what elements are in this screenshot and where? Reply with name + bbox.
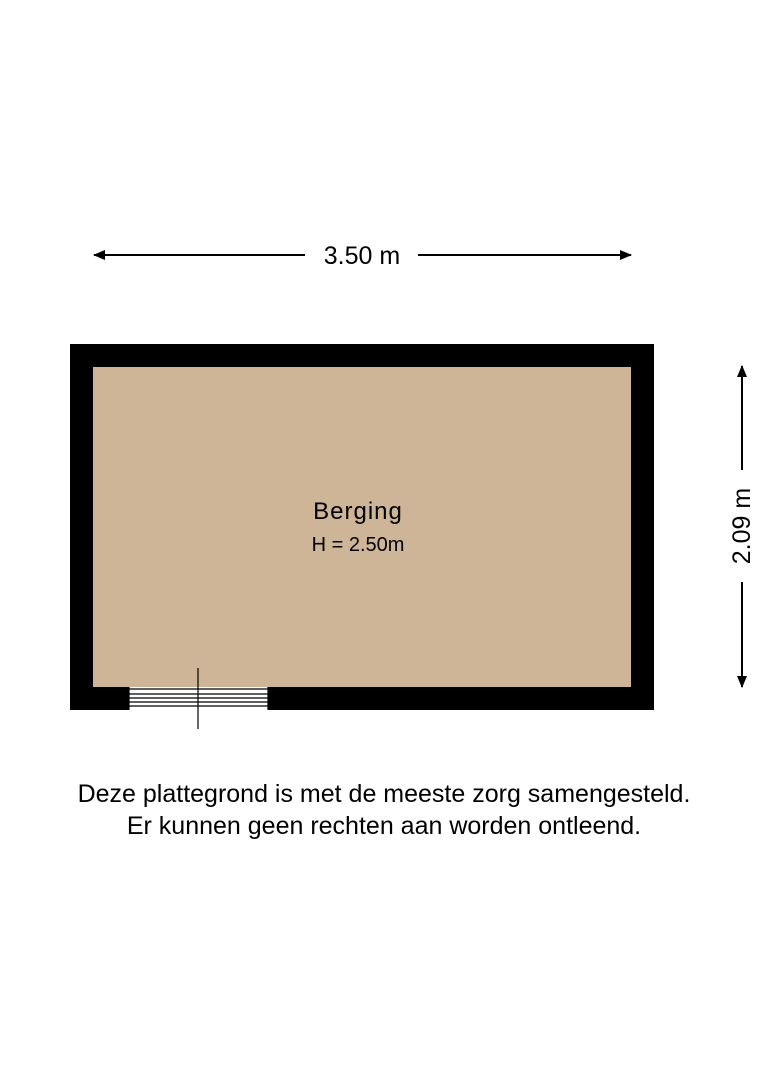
room-name: Berging [313,498,403,525]
disclaimer-line-1: Deze plattegrond is met de meeste zorg samengesteld. [77,780,691,808]
width-dimension-label: 3.50 m [323,242,401,270]
depth-dimension-label: 2.09 m [728,487,756,565]
width-dimension [94,242,631,270]
room-floor-berging [93,367,631,687]
disclaimer [0,778,768,842]
disclaimer-line-2: Er kunnen geen rechten aan worden ontleend. [126,812,642,840]
depth-dimension [728,366,756,687]
room-height: H = 2.50m [311,534,405,556]
